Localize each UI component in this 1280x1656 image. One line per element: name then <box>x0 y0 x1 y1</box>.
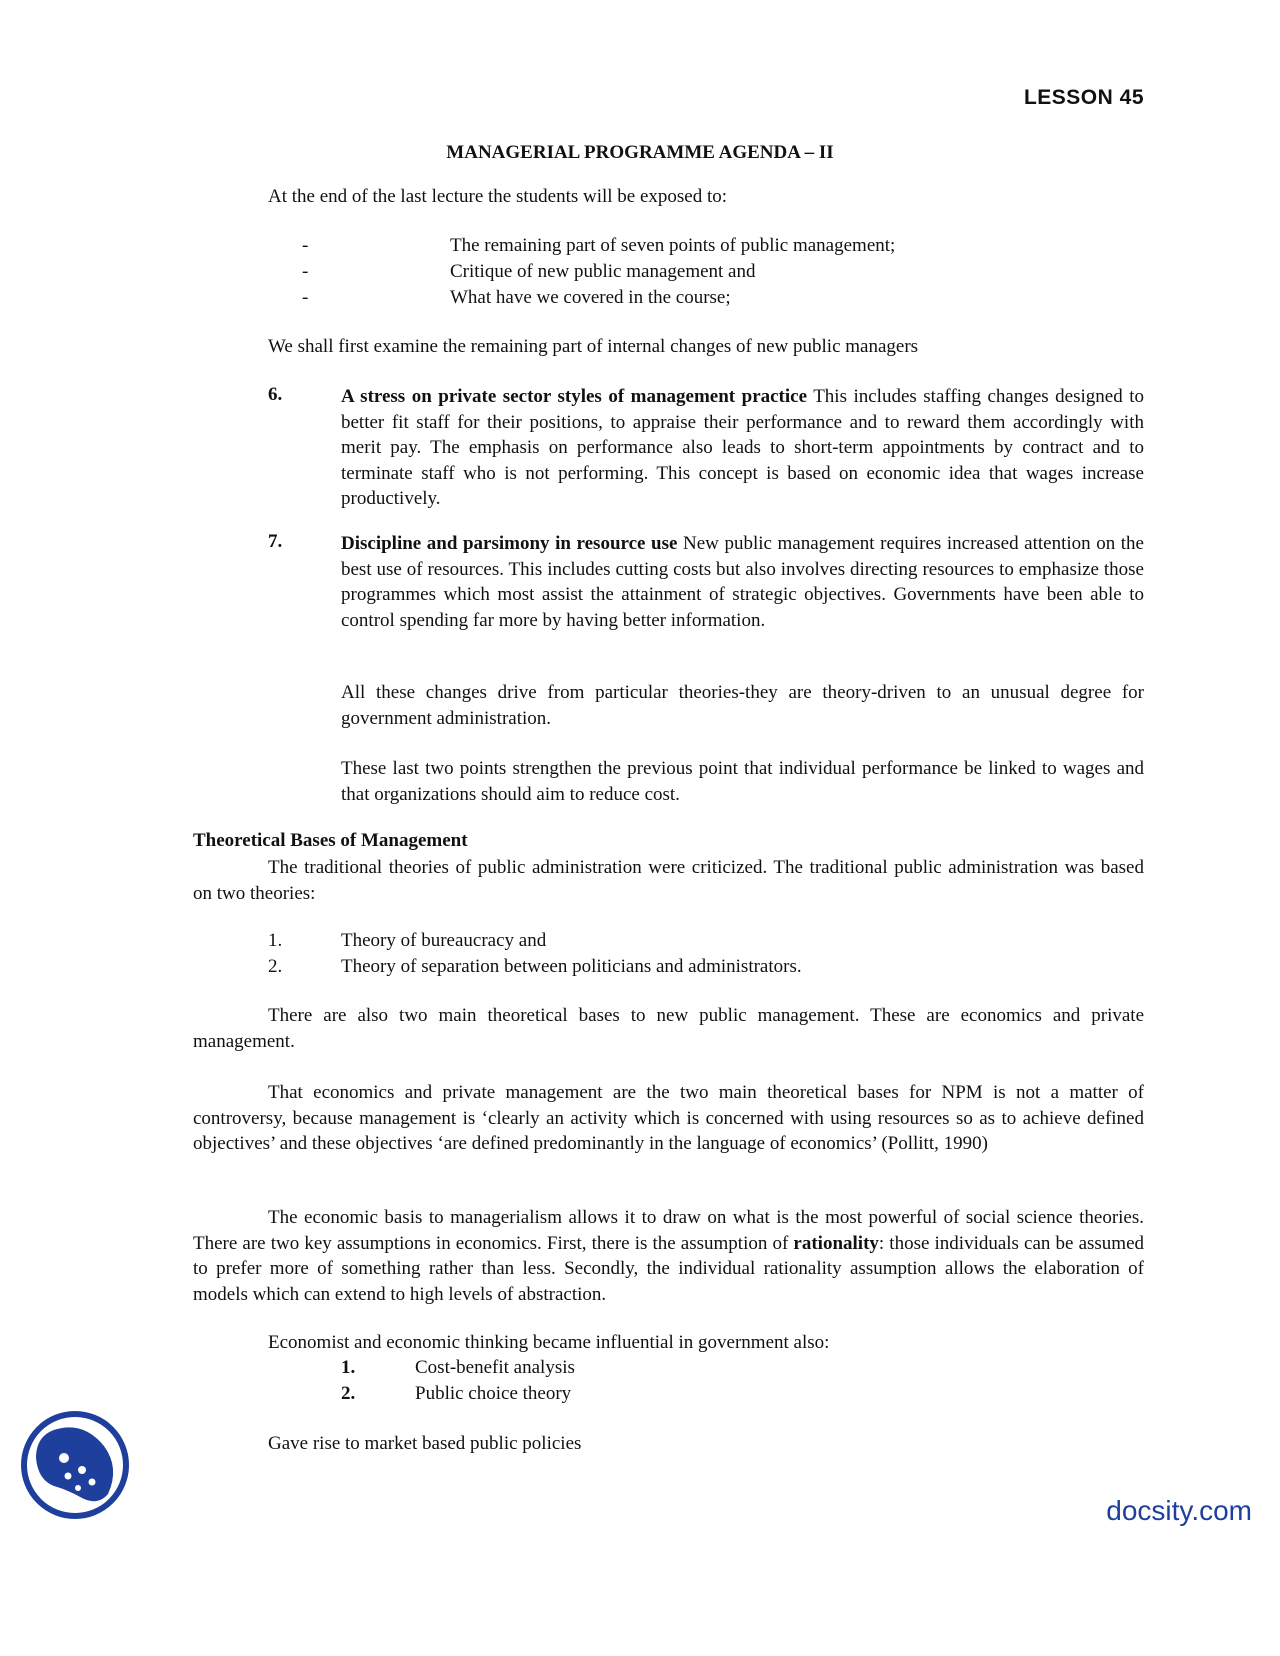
section-heading: Theoretical Bases of Management <box>193 830 468 851</box>
all-changes-text: All these changes drive from particular theories-they are theory-driven to an unusual degree for government administration. <box>341 682 1144 729</box>
list-item: 2. Theory of separation between politicians and administrators. <box>268 956 802 977</box>
list-item: 1. Cost-benefit analysis <box>341 1357 575 1378</box>
two-bases-text: There are also two main theoretical bases to new public management. These are economics and private management. <box>193 1005 1144 1052</box>
lesson-label: LESSON 45 <box>1023 86 1144 109</box>
influences-list <box>341 1355 1141 1407</box>
economic-basis-text: The economic basis to managerialism allows it to draw on what is the most powerful of social science theories. There are two key assumptions in economics. First, there is the assumption of rationality: those individuals can be assumed to prefer more of something rather than less. Secondly, the individual rationality assumption allows the elaboration of models which can extend to high levels of abstraction. <box>193 1207 1145 1305</box>
theories-list <box>268 928 1138 980</box>
point-heading: A stress on private sector styles of management practice <box>341 386 808 407</box>
traditional-text: The traditional theories of public administration were criticized. The traditional public administration was based on two theories: <box>193 857 1144 904</box>
brand-link[interactable]: docsity.com <box>1106 1495 1252 1526</box>
docsity-logo-icon <box>20 1410 130 1520</box>
intro-text: At the end of the last lecture the students will be exposed to: <box>268 186 728 207</box>
page-title: MANAGERIAL PROGRAMME AGENDA – II <box>446 142 834 163</box>
list-item: - Critique of new public management and <box>302 261 756 282</box>
list-item: 2. Public choice theory <box>341 1383 572 1404</box>
point-number: 6. <box>268 384 283 405</box>
point-7: Discipline and parsimony in resource use New public management requires increased attention on the best use of resources. This includes cutting costs but also involves directing resources to emphasize those programmes which most assist the attainment of strategic objectives. Governments have been able to control spending far more by having better information. <box>341 533 1144 631</box>
rationality-term: rationality <box>793 1232 879 1254</box>
list-item: - The remaining part of seven points of public management; <box>302 235 896 256</box>
point-heading: Discipline and parsimony in resource use <box>341 533 678 554</box>
gave-rise-text: Gave rise to market based public policies <box>268 1433 582 1454</box>
last-two-text: These last two points strengthen the previous point that individual performance be linked to wages and that organizations should aim to reduce cost. <box>341 758 1144 805</box>
list-item: - What have we covered in the course; <box>302 287 731 308</box>
economics-text: That economics and private management are the two main theoretical bases for NPM is not a matter of controversy, because management is ‘clearly an activity which is concerned with using resources so as to achieve defined objectives’ and these objectives ‘are defined predominantly in the language of economics’ (Pollitt, 1990) <box>193 1082 1144 1154</box>
objectives-list <box>302 233 1142 311</box>
economist-text: Economist and economic thinking became influential in government also: <box>268 1332 830 1353</box>
examine-text: We shall first examine the remaining part of internal changes of new public managers <box>268 336 919 357</box>
point-number: 7. <box>268 531 283 552</box>
list-item: 1. Theory of bureaucracy and <box>268 930 547 951</box>
point-6: A stress on private sector styles of management practice This includes staffing changes designed to better fit staff for their positions, to appraise their performance and to reward them accordingly with merit pay. The emphasis on performance also leads to short-term appointments by contract and to terminate staff who is not performing. This concept is based on economic idea that wages increase productively. <box>341 386 1144 509</box>
